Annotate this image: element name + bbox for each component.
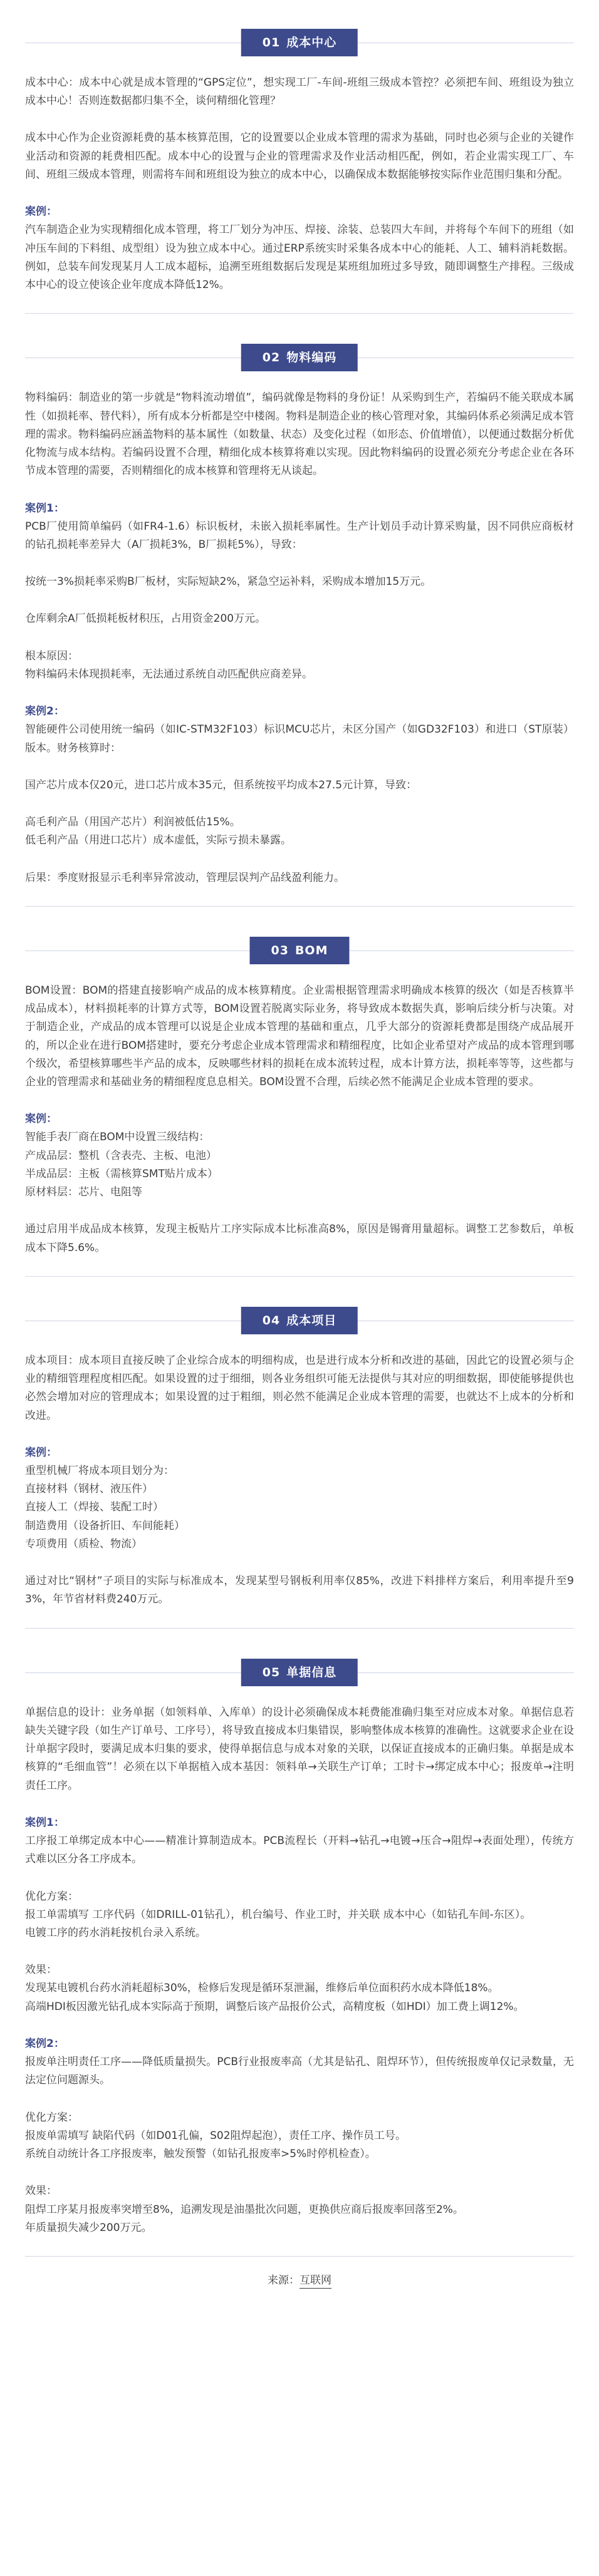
case-label: 案例： [25,1446,57,1459]
case-cause: 物料编码未体现损耗率，无法通过系统自动匹配供应商差异。 [25,667,313,681]
list-item: 阻焊工序某月报废率突增至8%，追溯发现是油墨批次问题，更换供应商后报废率回落至2%。 [25,2203,464,2216]
divider [25,1628,574,1629]
case-text: 国产芯片成本仅20元，进口芯片成本35元，但系统按平均成本27.5元计算，导致： [25,778,417,791]
case-list [25,1462,574,1553]
list-item: 原材料层：芯片、电阻等 [25,1186,142,1199]
effect-label: 效果： [25,2185,57,2198]
paragraph: 物料编码：制造业的第一步就是“物料流动增值”，编码就像是物料的身份证！从采购到生产，若编码不能关联成本属性（如损耗率、替代料），所有成本分析都是空中楼阁。物料是制造企业的核心管理对象，其编码体系必须满足成本管理的需求。物料编码应涵盖物料的基本属性（如数量、状态）及变化过程（如形态、价值增值），以便通过数据分析优化物流与成本结构。若编码设置不合理，精细化成本核算将难以实现。因此物料编码的设置必须充分考虑企业在各环节成本管理的需要，否则精细化的成本核算和管理将无从谈起。 [25,391,574,478]
plan-list [25,2127,574,2163]
case-label: 案例2： [25,2037,65,2050]
case-label: 案例： [25,205,57,219]
case-label: 案例1： [25,1816,65,1829]
list-item: 产成品层：整机（含表壳、主板、电池） [25,1149,217,1162]
section-number: 03 [271,943,289,957]
divider [25,2256,574,2257]
source-prefix: 来源： [268,2274,300,2287]
list-item: 报工单需填写 工序代码（如DRILL-01钻孔），机台编号、作业工时，并关联 成本中心（如钻孔车间-东区）。 [25,1908,531,1921]
source-link[interactable]: 互联网 [300,2274,331,2289]
section-cost-center [25,24,574,314]
list-item: 智能手表厂商在BOM中设置三级结构： [25,1131,210,1144]
list-item: 半成品层：主板（需核算SMT贴片成本） [25,1167,218,1180]
section-title-badge [241,344,358,371]
case-list [25,1128,574,1202]
section-title-badge [241,29,358,56]
list-item: 系统自动统计各工序报废率，触发预警（如钻孔报废率>5%时停机检查）。 [25,2148,376,2161]
effect-list [25,1979,574,2016]
case-result: 按统一3%损耗率采购B厂板材，实际短缺2%，紧急空运补料，采购成本增加15万元。 [25,575,432,589]
case-result: 通过对比“钢材”子项目的实际与标准成本，发现某型号钢板利用率仅85%，改进下料排样方案后，利用率提升至93%，年节省材料费240万元。 [25,1575,574,1606]
section-header [25,932,574,971]
case-result: 高毛利产品（用国产芯片）利润被低估15%。 [25,816,241,829]
section-header [25,339,574,378]
case-text: 汽车制造企业为实现精细化成本管理，将工厂划分为冲压、焊接、涂装、总装四大车间，并将每个车间下的班组（如冲压车间的下料组、成型组）设为独立成本中心。通过ERP系统实时采集各成本中心的能耗、人工、辅料消耗数据。例如，总装车间发现某月人工成本超标，追溯至班组数据后发现是某班组加班过多导致，随即调整生产排程。三级成本中心的设立使该企业年度成本降低12%。 [25,224,574,292]
paragraph: 成本中心作为企业资源耗费的基本核算范围，它的设置要以企业成本管理的需求为基础，同时也必须与企业的关键作业活动和资源的耗费相匹配。成本中心的设置与企业的管理需求及作业活动相匹配，例如，若企业需实现工厂、车间、班组三级成本管理，则需将车间和班组设为独立的成本中心，以确保成本数据能够按实际作业范围归集和分配。 [25,131,574,181]
section-title-badge [241,1659,358,1686]
list-item: 报废单需填写 缺陷代码（如D01孔偏，S02阻焊起泡），责任工序、操作员工号。 [25,2129,407,2142]
section-title-badge [250,937,350,964]
case-text: 智能硬件公司使用统一编码（如IC-STM32F103）标识MCU芯片，未区分国产（如GD32F103）和进口（ST原装）版本。财务核算时： [25,723,574,755]
source-footer [25,2272,574,2290]
paragraph: 成本项目：成本项目直接反映了企业综合成本的明细构成，也是进行成本分析和改进的基础，因此它的设置必须与企业的精细管理程度相匹配。如果设置的过于细细，则各业务组织可能无法提供与其对应的明细数据，即使能够提供也必然会增加对应的管理成本；如果设置的过于粗细，则必然不能满足企业成本管理的需要，也就达不上成本的分析和改进。 [25,1354,574,1422]
list-item: 制造费用（设备折旧、车间能耗） [25,1519,185,1532]
divider [25,313,574,314]
section-number: 04 [262,1313,281,1327]
section-number: 05 [262,1665,281,1679]
list-item: 发现某电镀机台药水消耗超标30%，检修后发现是循环泵泄漏，维修后单位面积药水成本降低18%。 [25,1982,499,1995]
section-bom [25,932,574,1277]
list-item: 高端HDI板因激光钻孔成本实际高于预期，调整后该产品报价公式，高精度板（如HDI）加工费上调12%。 [25,2000,524,2013]
case-label: 案例1： [25,502,65,515]
section-header [25,24,574,63]
section-number: 01 [262,36,281,49]
case-label: 案例： [25,1113,57,1126]
divider [25,906,574,907]
section-title: 成本项目 [286,1313,337,1327]
list-item: 专项费用（质检、物流） [25,1537,142,1550]
paragraph: BOM设置：BOM的搭建直接影响产成品的成本核算精度。企业需根据管理需求明确成本核算的级次（如是否核算半成品成本），材料损耗率的计算方式等，BOM设置若脱离实际业务，将导致成本数据失真，影响后续分析与决策。对于制造企业，产成品的成本管理可以说是企业成本管理的基础和重点，几乎大部分的资源耗费都是围绕产成品展开的，所以企业在进行BOM搭建时，要充分考虑企业成本管理需求和精细程度，比如企业希望对产成品的成本管理到哪个级次，希望核算哪些半产品的成本，反映哪些材料的损耗在成本流转过程，成本计算方法，损耗率等等，这些都与企业的管理需求和基础业务的精细程度息息相关。BOM设置不合理，后续必然不能满足企业成本管理的要求。 [25,984,574,1088]
list-item: 直接人工（焊接、装配工时） [25,1501,164,1514]
section-header [25,1302,574,1341]
case-cause-label: 根本原因： [25,649,78,662]
case-text: PCB厂使用简单编码（如FR4-1.6）标识板材，未嵌入损耗率属性。生产计划员手动计算采购量，因不同供应商板材的钻孔损耗率差异大（A厂损耗3%，B厂损耗5%），导致： [25,520,574,551]
case-text: 工序报工单绑定成本中心——精准计算制造成本。PCB流程长（开料→钻孔→电镀→压合→阻焊→表面处理），传统方式难以区分各工序成本。 [25,1835,574,1866]
section-header [25,1654,574,1692]
effect-label: 效果： [25,1964,57,1977]
section-title: 物料编码 [286,351,337,365]
paragraph: 单据信息的设计：业务单据（如领料单、入库单）的设计必须确保成本耗费能准确归集至对应成本对象。单据信息若缺失关键字段（如生产订单号、工序号），将导致直接成本归集错误，影响整体成本核算的准确性。这就要求企业在设计单据字段时，要满足成本归集的要求，使得单据信息与成本对象的关联，以保证直接成本的正确归集。单据是成本核算的“毛细血管”！必须在以下单据植入成本基因：领料单→关联生产订单；工时卡→绑定成本中心；报废单→注明责任工序。 [25,1706,574,1792]
case-result: 通过启用半成品成本核算，发现主板贴片工序实际成本比标准高8%，原因是锡膏用量超标。调整工艺参数后，单板成本下降5.6%。 [25,1223,574,1254]
section-title-badge [241,1307,358,1334]
case-label: 案例2： [25,705,65,718]
section-title: 单据信息 [286,1665,337,1679]
effect-list [25,2201,574,2237]
list-item: 直接材料（钢材、液压件） [25,1483,153,1496]
list-item: 年质量损失减少200万元。 [25,2221,152,2234]
plan-label: 优化方案： [25,1890,78,1903]
plan-list [25,1906,574,1942]
list-item: 重型机械厂将成本项目划分为： [25,1465,174,1478]
section-cost-items [25,1302,574,1629]
section-number: 02 [262,351,281,365]
case-text: 报废单注明责任工序——降低质量损失。PCB行业报废率高（尤其是钻孔、阻焊环节），但传统报废单仅记录数量，无法定位问题源头。 [25,2056,574,2087]
list-item: 电镀工序的药水消耗按机台录入系统。 [25,1927,206,1939]
divider [25,1276,574,1277]
case-consequence: 后果：季度财报显示毛利率异常波动，管理层误判产品线盈利能力。 [25,871,345,884]
case-result: 低毛利产品（用进口芯片）成本虚低，实际亏损未暴露。 [25,834,291,847]
section-material-code [25,339,574,906]
section-title: BOM [294,943,328,957]
section-documents [25,1654,574,2257]
case-result: 仓库剩余A厂低损耗板材积压，占用资金200万元。 [25,612,266,626]
plan-label: 优化方案： [25,2111,78,2124]
paragraph: 成本中心：成本中心就是成本管理的“GPS定位”，想实现工厂-车间-班组三级成本管控？必须把车间、班组设为独立成本中心！否则连数据都归集不全，谈何精细化管理？ [25,76,574,108]
section-title: 成本中心 [286,36,337,49]
